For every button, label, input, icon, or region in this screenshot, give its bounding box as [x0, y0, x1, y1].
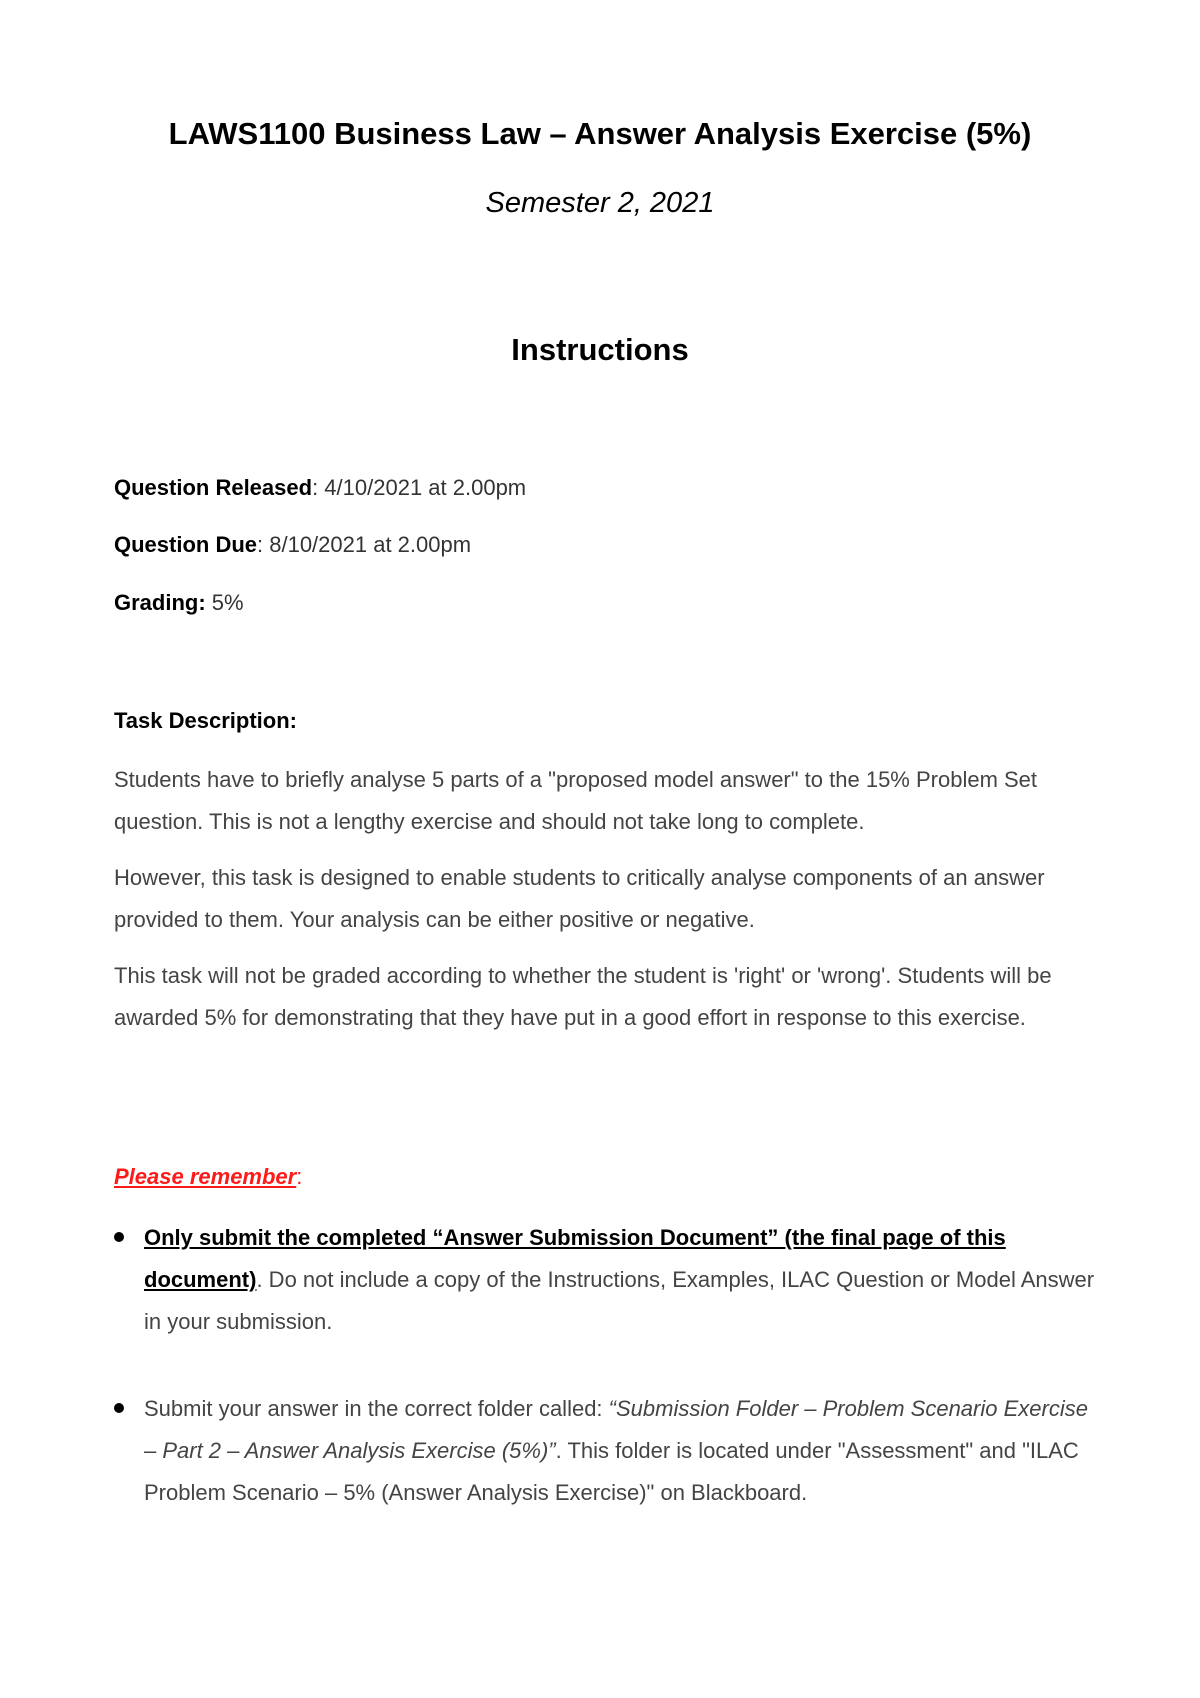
question-released-value: : 4/10/2021 at 2.00pm	[312, 475, 527, 500]
instructions-heading: Instructions	[511, 332, 689, 367]
question-due-line	[114, 530, 471, 560]
bullet-submit-document-text	[144, 1217, 1104, 1343]
bullet-submit-folder-text	[144, 1388, 1104, 1514]
bullet-dot-icon	[114, 1403, 124, 1413]
question-released-line	[114, 473, 526, 503]
bullet-submit-document-emphasis: Only submit the completed “Answer Submission Document” (the final page of this document)	[144, 1225, 1006, 1292]
bullet-submit-document-rest: . Do not include a copy of the Instructions, Examples, ILAC Question or Model Answer in your submission.	[144, 1267, 1095, 1334]
document-subtitle: Semester 2, 2021	[485, 187, 715, 219]
bullet-submit-folder-name: “Submission Folder – Problem Scenario Exercise – Part 2 – Answer Analysis Exercise (5%)”	[144, 1396, 1088, 1463]
document-title: LAWS1100 Business Law – Answer Analysis Exercise (5%)	[168, 116, 1032, 151]
grading-value: 5%	[205, 590, 244, 615]
please-remember-text: Please remember	[114, 1164, 297, 1189]
bullet-submit-folder-intro: Submit your answer in the correct folder called:	[144, 1396, 609, 1421]
bullet-submit-folder-rest: . This folder is located under "Assessment" and "ILAC Problem Scenario – 5% (Answer Analysis Exercise)" on Blackboard.	[144, 1438, 1079, 1505]
task-description-heading: Task Description:	[114, 708, 297, 733]
question-released-label: Question Released	[114, 475, 313, 500]
question-due-label: Question Due	[114, 532, 258, 557]
question-due-value: : 8/10/2021 at 2.00pm	[257, 532, 472, 557]
grading-line	[114, 588, 244, 618]
task-paragraph-1: Students have to briefly analyse 5 parts of a "proposed model answer" to the 15% Problem Set question. This is not a lengthy exercise and should not take long to complete.	[114, 767, 1038, 834]
bullet-dot-icon	[114, 1232, 124, 1242]
task-paragraph-2: However, this task is designed to enable students to critically analyse components of an answer provided to them. Your analysis can be either positive or negative.	[114, 865, 1045, 932]
please-remember-colon: :	[296, 1164, 303, 1189]
please-remember-label	[114, 1162, 302, 1192]
task-paragraph-3: This task will not be graded according to whether the student is 'right' or 'wrong'. Students will be awarded 5% for demonstrating that they have put in a good effort in response to this exercise.	[114, 963, 1052, 1030]
grading-label: Grading:	[114, 590, 206, 615]
